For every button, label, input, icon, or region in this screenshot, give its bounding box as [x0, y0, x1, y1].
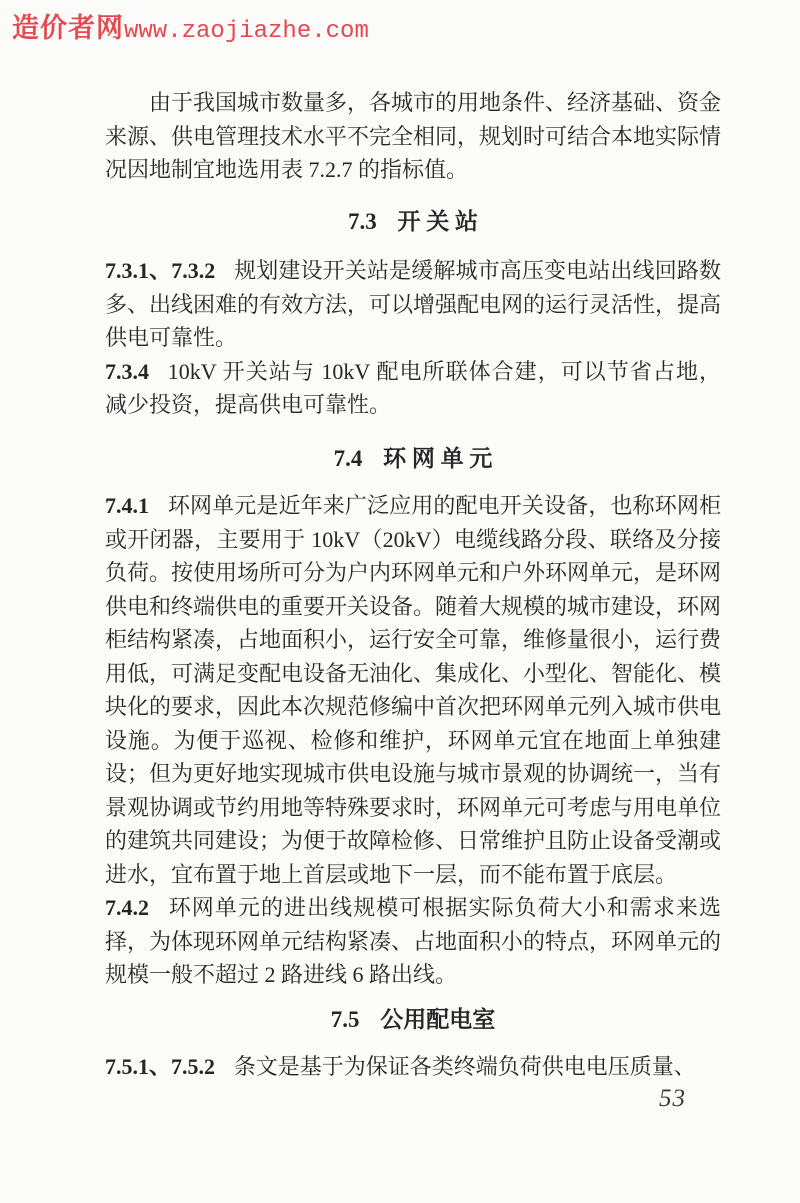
clause-paragraph-7-3-4 [105, 355, 721, 422]
clause-paragraph-7-3-1 [105, 254, 721, 355]
section-number: 7.5 [330, 1006, 360, 1032]
section-number: 7.4 [333, 445, 363, 471]
clause-text: 环网单元的进出线规模可根据实际负荷大小和需求来选择，为体现环网单元结构紧凑、占地面积小的特点，环网单元的规模一般不超过 2 路进线 6 路出线。 [105, 895, 722, 987]
page-content [105, 86, 721, 1084]
clause-paragraph-7-5-1 [105, 1050, 721, 1084]
clause-paragraph-7-4-2 [105, 891, 721, 992]
clause-text: 10kV 开关站与 10kV 配电所联体合建，可以节省占地，减少投资，提高供电可靠性。 [105, 358, 721, 417]
section-title: 公用配电室 [380, 1006, 496, 1032]
section-title: 开 关 站 [397, 208, 478, 234]
clause-label: 7.4.2 [105, 895, 149, 920]
watermark-site-name: 造价者网 [12, 13, 124, 43]
section-title: 环 网 单 元 [383, 445, 493, 471]
clause-text: 条文是基于为保证各类终端负荷供电电压质量、 [233, 1054, 696, 1079]
clause-label: 7.4.1 [105, 493, 149, 518]
clause-label: 7.3.4 [105, 358, 149, 384]
clause-label: 7.5.1、7.5.2 [105, 1054, 216, 1079]
page-number: 53 [659, 1085, 686, 1112]
clause-label: 7.3.1、7.3.2 [105, 258, 216, 283]
section-heading-7-3 [105, 205, 721, 239]
section-heading-7-5 [105, 1003, 721, 1037]
clause-text: 环网单元是近年来广泛应用的配电开关设备，也称环网柜或开闭器，主要用于 10kV（20kV）电缆线路分段、联络及分接负荷。按使用场所可分为户内环网单元和户外环网单元，是环网供电和终端供电的重要开关设备。随着大规模的城市建设，环网柜结构紧凑，占地面积小，运行安全可靠，维修量很小，运行费用低，可满足变配电设备无油化、集成化、小型化、智能化、模块化的要求，因此本次规范修编中首次把环网单元列入城市供电设施。为便于巡视、检修和维护，环网单元宜在地面上单独建设；但为更好地实现城市供电设施与城市景观的协调统一，当有景观协调或节约用地等特殊要求时，环网单元可考虑与用电单位的建筑共同建设；为便于故障检修、日常维护且防止设备受潮或进水，宜布置于地上首层或地下一层，而不能布置于底层。 [105, 493, 722, 887]
section-number: 7.3 [348, 208, 377, 234]
watermark [12, 6, 369, 45]
clause-text: 规划建设开关站是缓解城市高压变电站出线回路数多、出线困难的有效方法，可以增强配电网的运行灵活性，提高供电可靠性。 [105, 258, 722, 350]
watermark-url: www.zaojiazhe.com [124, 18, 369, 45]
section-heading-7-4 [105, 442, 721, 476]
intro-paragraph: 由于我国城市数量多，各城市的用地条件、经济基础、资金来源、供电管理技术水平不完全相同，规划时可结合本地实际情况因地制宜地选用表 7.2.7 的指标值。 [105, 90, 722, 182]
clause-paragraph-7-4-1 [105, 489, 721, 891]
